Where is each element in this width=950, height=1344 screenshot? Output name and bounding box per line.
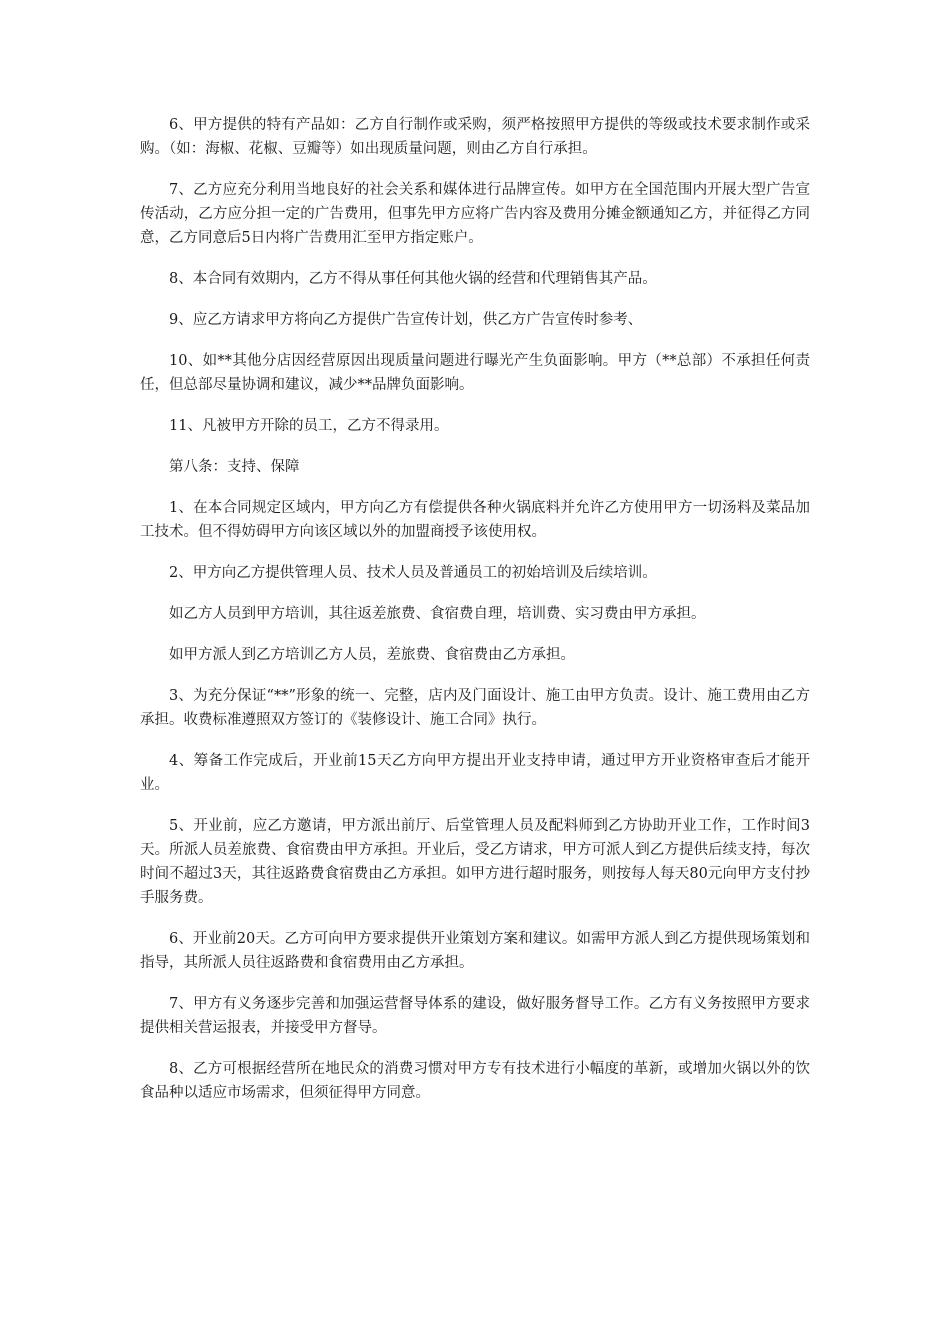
clause-8-item-6: 6、开业前20天。乙方可向甲方要求提供开业策划方案和建议。如需甲方派人到乙方提供现场策划和指导，其所派人员往返路费和食宿费用由乙方承担。: [140, 931, 810, 971]
clause-8-item-1: 1、在本合同规定区域内，甲方向乙方有偿提供各种火锅底料并允许乙方使用甲方一切汤料及菜品加工技术。但不得妨碍甲方向该区域以外的加盟商授予该使用权。: [140, 500, 810, 540]
clause-7-item-10: 10、如**其他分店因经营原因出现质量问题进行曝光产生负面影响。甲方（**总部）不承担任何责任，但总部尽量协调和建议，减少**品牌负面影响。: [140, 353, 810, 393]
clause-7-item-6: 6、甲方提供的特有产品如：乙方自行制作或采购，须严格按照甲方提供的等级或技术要求制作或采购。（如：海椒、花椒、豆瓣等）如出现质量问题，则由乙方自行承担。: [140, 117, 810, 157]
document-body: [140, 113, 810, 1122]
clause-8-item-8: 8、乙方可根据经营所在地民众的消费习惯对甲方专有技术进行小幅度的革新，或增加火锅以外的饮食品种以适应市场需求，但须征得甲方同意。: [140, 1061, 810, 1101]
clause-8-item-2-note-a: 如乙方人员到甲方培训，其往返差旅费、食宿费自理，培训费、实习费由甲方承担。: [169, 606, 706, 622]
clause-7-item-8: 8、本合同有效期内，乙方不得从事任何其他火锅的经营和代理销售其产品。: [169, 271, 657, 287]
clause-7-item-11: 11、凡被甲方开除的员工，乙方不得录用。: [169, 418, 449, 434]
clause-8-item-2-note-b: 如甲方派人到乙方培训乙方人员，差旅费、食宿费由乙方承担。: [169, 647, 575, 663]
clause-8-item-3: 3、为充分保证“**”形象的统一、完整，店内及门面设计、施工由甲方负责。设计、施工费用由乙方承担。收费标准遵照双方签订的《装修设计、施工合同》执行。: [140, 688, 810, 728]
clause-8-item-7: 7、甲方有义务逐步完善和加强运营督导体系的建设，做好服务督导工作。乙方有义务按照甲方要求提供相关营运报表，并接受甲方督导。: [140, 996, 810, 1036]
clause-8-item-5: 5、开业前，应乙方邀请，甲方派出前厅、后堂管理人员及配料师到乙方协助开业工作，工作时间3天。所派人员差旅费、食宿费由甲方承担。开业后，受乙方请求，甲方可派人到乙方提供后续支持，每次时间不超过3天，其往返路费食宿费由乙方承担。如甲方进行超时服务，则按每人每天80元向甲方支付抄手服务费。: [140, 818, 810, 906]
section-heading-article-8: 第八条：支持、保障: [169, 459, 300, 475]
clause-8-item-4: 4、筹备工作完成后，开业前15天乙方向甲方提出开业支持申请，通过甲方开业资格审查后才能开业。: [140, 753, 810, 793]
clause-7-item-7: 7、乙方应充分利用当地良好的社会关系和媒体进行品牌宣传。如甲方在全国范围内开展大型广告宣传活动，乙方应分担一定的广告费用，但事先甲方应将广告内容及费用分摊金额通知乙方，并征得乙方同意，乙方同意后5日内将广告费用汇至甲方指定账户。: [140, 182, 810, 246]
clause-7-item-9: 9、应乙方请求甲方将向乙方提供广告宣传计划，供乙方广告宣传时参考、: [169, 312, 643, 328]
clause-8-item-2: 2、甲方向乙方提供管理人员、技术人员及普通员工的初始培训及后续培训。: [169, 565, 657, 581]
